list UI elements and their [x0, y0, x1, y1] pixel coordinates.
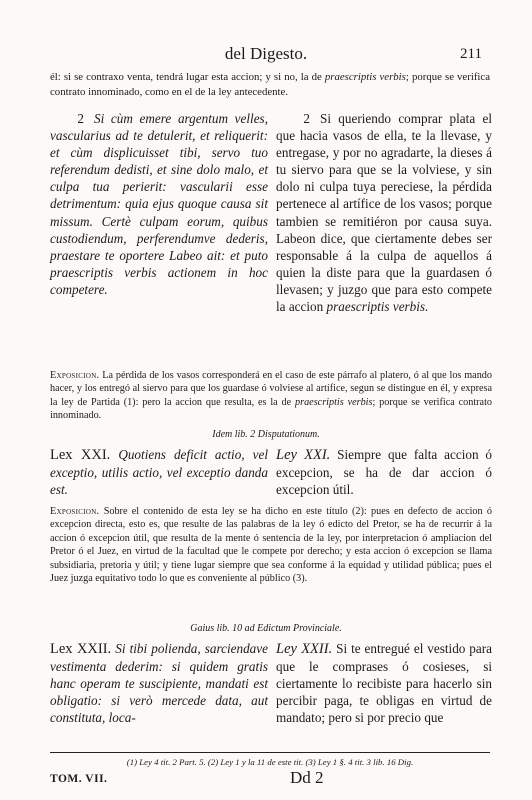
- continuation-paragraph: él: si se contraxo venta, tendrá lugar esta accion; y si no, la de praescriptis verbis; porque se verifica contrato innominado, como en el de la ley antecedente.: [50, 71, 491, 98]
- running-header: del Digesto.: [224, 44, 308, 63]
- ley-heading: Ley XXII.: [276, 641, 333, 657]
- footnote-rule: [50, 752, 490, 753]
- page-number: 211: [460, 46, 482, 62]
- volume-mark: TOM. VII.: [50, 773, 108, 785]
- signature-mark: Dd 2: [290, 768, 324, 787]
- exposicion-2: Exposicion. Sobre el contenido de esta ley se ha dicho en este título (2): pues en defecto de accion ó excepcion directa, esto es, que resulte de las palabras de la ley ó edicto del Pretor, se ha de recurrir á la accion ó excepcion útil, que resulta de la mente ó sentencia de la ley, por interpretacion ó ampliacion del Pretor ó el Juez, en virtud de la facultad que le compete por derecho; y esta accion ó excepcion se llama subsidiaria, pretoria y útil; y tiene lugar siempre que sea conforme á la equidad y utilidad pública; pues el Juez juzga equitativo todo lo que es conveniente al público (3).: [50, 506, 492, 585]
- lex-21-spanish: Ley XXI. Siempre que falta accion ó excepcion, se ha de dar accion ó excepcion útil.: [276, 447, 492, 498]
- lex-22-spanish: Ley XXII. Si te entregué el vestido para que le comprases ó cosieses, si ciertamente lo recibiste para hacerlo sin percibir paga, te obligas en virtud de mandato; pero si por precio que: [276, 641, 493, 726]
- paragraph-number: 2: [77, 111, 84, 126]
- lex-heading: Lex XXI.: [50, 447, 111, 463]
- citation-idem: Idem lib. 2 Disputationum.: [212, 429, 320, 440]
- footnotes: (1) Ley 4 tit. 2 Part. 5. (2) Ley 1 y la 11 de este tit. (3) Ley 1 §. 4 tit. 3 lib. 16 Dig.: [126, 757, 414, 767]
- spanish-paragraph-2: 2 Si queriendo comprar plata el que hacia vasos de ella, te la llevase, y entregase, y por no agradarte, la dieses á tu siervo para que se la volviese, y sin dolo ni culpa tuya pereciese, la pérdida pertenece al artífice de los vasos; porque tambien se remitiéron por causa suya. Labeon dice, que ciertamente debes ser responsable á la culpa de aquellos á quien la diste para que la guardasen ó llevasen; y juzgo que para esto compete la accion praescriptis verbis.: [276, 111, 492, 315]
- latin-paragraph-2: 2 Si cùm emere argentum velles, vascularius ad te detulerit, et reliquerit: et cùm displicuisset tibi, servo tuo referendum dedisti, et sine dolo malo, et culpa tua perierit: vascularii esse detrimentum: quia ejus quoque causa sit missum. Certè culpam eorum, quibus custodiendum, perferendumve dederis, praestare te oportere Labeo ait: et puto praescriptis verbis actionem in hoc competere.: [50, 111, 268, 297]
- exposicion-label: Exposicion.: [50, 506, 100, 517]
- citation-gaius: Gaius lib. 10 ad Edictum Provinciale.: [190, 623, 342, 634]
- exposicion-1: Exposicion. La pérdida de los vasos corresponderá en el caso de este párrafo al platero, ó al que los mando hacer, y los entregó al siervo para que los guardase ó volviese al artífice, segun se distingue en él, y expresa la ley de Partida (1): pero la accion que resulta, es la de praescriptis verbis; porque se verifica contrato innominado.: [50, 370, 492, 422]
- lex-heading: Lex XXII.: [50, 641, 112, 657]
- exposicion-label: Exposicion.: [50, 370, 100, 381]
- lex-21-latin: Lex XXI. Quotiens deficit actio, vel exceptio, utilis actio, vel exceptio danda est.: [50, 447, 268, 498]
- paragraph-number: 2: [303, 111, 310, 126]
- lex-22-latin: Lex XXII. Si tibi polienda, sarciendave vestimenta dederim: si quidem gratis hanc operam te suscipiente, mandati est obligatio: si verò mercede data, aut constituta, loca-: [50, 641, 268, 726]
- ley-heading: Ley XXI.: [276, 447, 331, 463]
